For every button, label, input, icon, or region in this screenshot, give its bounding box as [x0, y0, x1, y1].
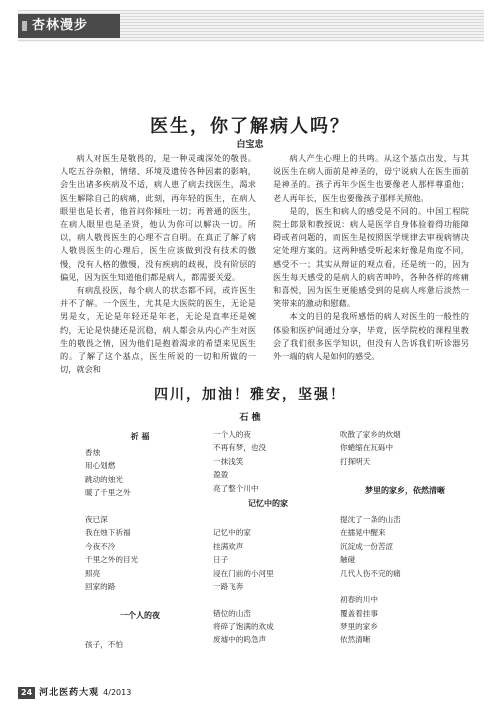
poem-line: 日子: [213, 555, 229, 565]
poem-title: 四川，加油！雅安，坚强！: [154, 387, 346, 403]
poem-line: 香烛: [85, 448, 101, 457]
paragraph: 本文的目的是我所感悟的病人对医生的一般性的体验和医护间通过分享，毕竟，医学院校的课程里教会了我们很多医学知识，但没有人告诉我们听诊器另外一端的病人是如何的感受。: [273, 311, 469, 362]
poem-section-title: 记忆中的家: [248, 498, 288, 508]
poem-line: 将碎了饱满的欢成: [213, 622, 274, 632]
article-column-left: [60, 152, 256, 376]
poem-line: 照亮: [85, 568, 101, 578]
poem-line: 回家的路: [85, 581, 116, 591]
page-number: 24: [18, 687, 35, 699]
poem-line: 吹散了家乡的炊烟: [340, 430, 401, 439]
poem-section-title: 梦里的家乡，依然清晰: [365, 485, 445, 495]
poem-line: 今夜不冷: [85, 541, 116, 551]
poem-line: 几代人伤不完的痛: [340, 568, 401, 578]
poem-line: 孩子，不怕: [85, 640, 123, 650]
poem-line: 盈盈: [213, 470, 229, 480]
poem-line: 挂满欢声: [213, 541, 244, 551]
poem-line: 依然清晰: [340, 635, 371, 645]
poem-column-right: [340, 428, 470, 647]
poem-line: 打探明天: [340, 456, 371, 466]
section-header: [18, 10, 484, 42]
paragraph: 病人对医生是敬畏的，是一种灵魂深处的敬畏。人吃五谷杂粮，情绪、环境及遗传各种因素的影响，会生出诸多疾病及不适，病人患了病去找医生，渴求医生解除自己的病痛，此刻，再年轻的医生，在病人眼里也是长者，他首问你倾吐一切；再普通的医生，在病人眼里也是圣贤，他认为你可以解决一切。所以，病人敬畏医生的心理不言自明。在真正了解了病人敬畏医生的心理后，医生应该做到没有技术的傲慢，没有人格的傲慢，没有疾病的歧视，没有阶层的偏见，因为医生知道他们都是病人，都需要关爱。: [60, 153, 256, 282]
paragraph: 有病乱投医，每个病人的状态都不同，或许医生并不了解。一个医生，尤其是大医院的医生，无论是男是女，无论是年轻还是年老，无论是直率还是婉约，无论是快捷还是沉稳，病人都会从内心产生对医生的敬畏之情，因为他们是抱着渴求的希望来见医生的。了解了这个基点，医生所说的一切和所做的一切，就会和: [60, 285, 256, 375]
page-footer: [18, 687, 131, 699]
poem-line: 初春的川中: [340, 595, 378, 605]
poem-line: 一个人的夜: [213, 430, 251, 439]
poem-line: 覆盖着挂事: [340, 608, 378, 618]
poem-line: 记忆中的家: [213, 528, 251, 538]
poem-section-title: 一个人的夜: [120, 610, 160, 620]
paragraph: 病人产生心理上的共鸣。从这个基点出发，与其说医生在病人面前是神圣的，毋宁说病人在医生面前是神圣的。孩子再年少医生也要像老人那样尊重他；老人再年长，医生也要像孩子那样关照他。: [273, 153, 469, 203]
poem-column-middle: [213, 428, 328, 647]
poem-line: 夜已深: [85, 514, 108, 524]
poem-line: 不再有梦，也没: [213, 443, 267, 453]
poem-line: 一抹浅笑: [213, 456, 244, 466]
poem-line: 沉淀成一份苦涩: [340, 541, 394, 551]
poem-line: 错位的山峦: [213, 608, 251, 618]
poem-line: 你蜷缩在瓦砾中: [340, 443, 394, 453]
paragraph: 是的，医生和病人的感受是不同的。中国工程院院士郎景和教授说：病人是医学自身体验着得功能障碍或者问题的，而医生是按照医学规律去审视病情决定处理方案的。这两种感受听起来好像是角度不同，感受不一；其实从辩证的观点看，还是统一的，因为医生每天感受的是病人的病苦呻吟，各种各样的疼痛和喜悦，因为医生更能感受到的是病人疼惫后淡然一笑带来的激动和慰藉。: [273, 205, 469, 309]
poem-line: 跳动的烛光: [85, 474, 123, 484]
poem-author: 石 樵: [239, 413, 261, 423]
article-column-right: [273, 152, 469, 363]
section-label: 杏林漫步: [18, 14, 120, 38]
poem-line: 一路飞奔: [213, 581, 244, 591]
poem-column-left: [85, 428, 200, 651]
magazine-name: 河北医药大观: [39, 688, 100, 698]
poem-line: 废墟中的呜急声: [213, 635, 267, 645]
poem-section-title: 祈 福: [130, 432, 150, 441]
poem-line: 暖了千里之外: [85, 488, 131, 498]
poem-line: 梦里的家乡: [340, 622, 378, 632]
poem-line: 千里之外的目光: [85, 555, 139, 565]
poem-line: 提沈了一条的山峦: [340, 514, 401, 524]
poem-line: 浸在门前的小河里: [213, 568, 274, 578]
poem-line: 我在烛下祈福: [85, 528, 131, 538]
poem-line: 用心划燃: [85, 461, 116, 471]
article-author: 白宝忠: [236, 140, 264, 150]
poem-line: 亮了整个川中: [213, 483, 259, 493]
issue-number: 4/2013: [103, 688, 132, 697]
article-title: 医生，你了解病人吗？: [150, 116, 350, 137]
poem-line: 在擂晃中醒来: [340, 528, 386, 538]
poem-line: 触碰: [340, 555, 356, 565]
